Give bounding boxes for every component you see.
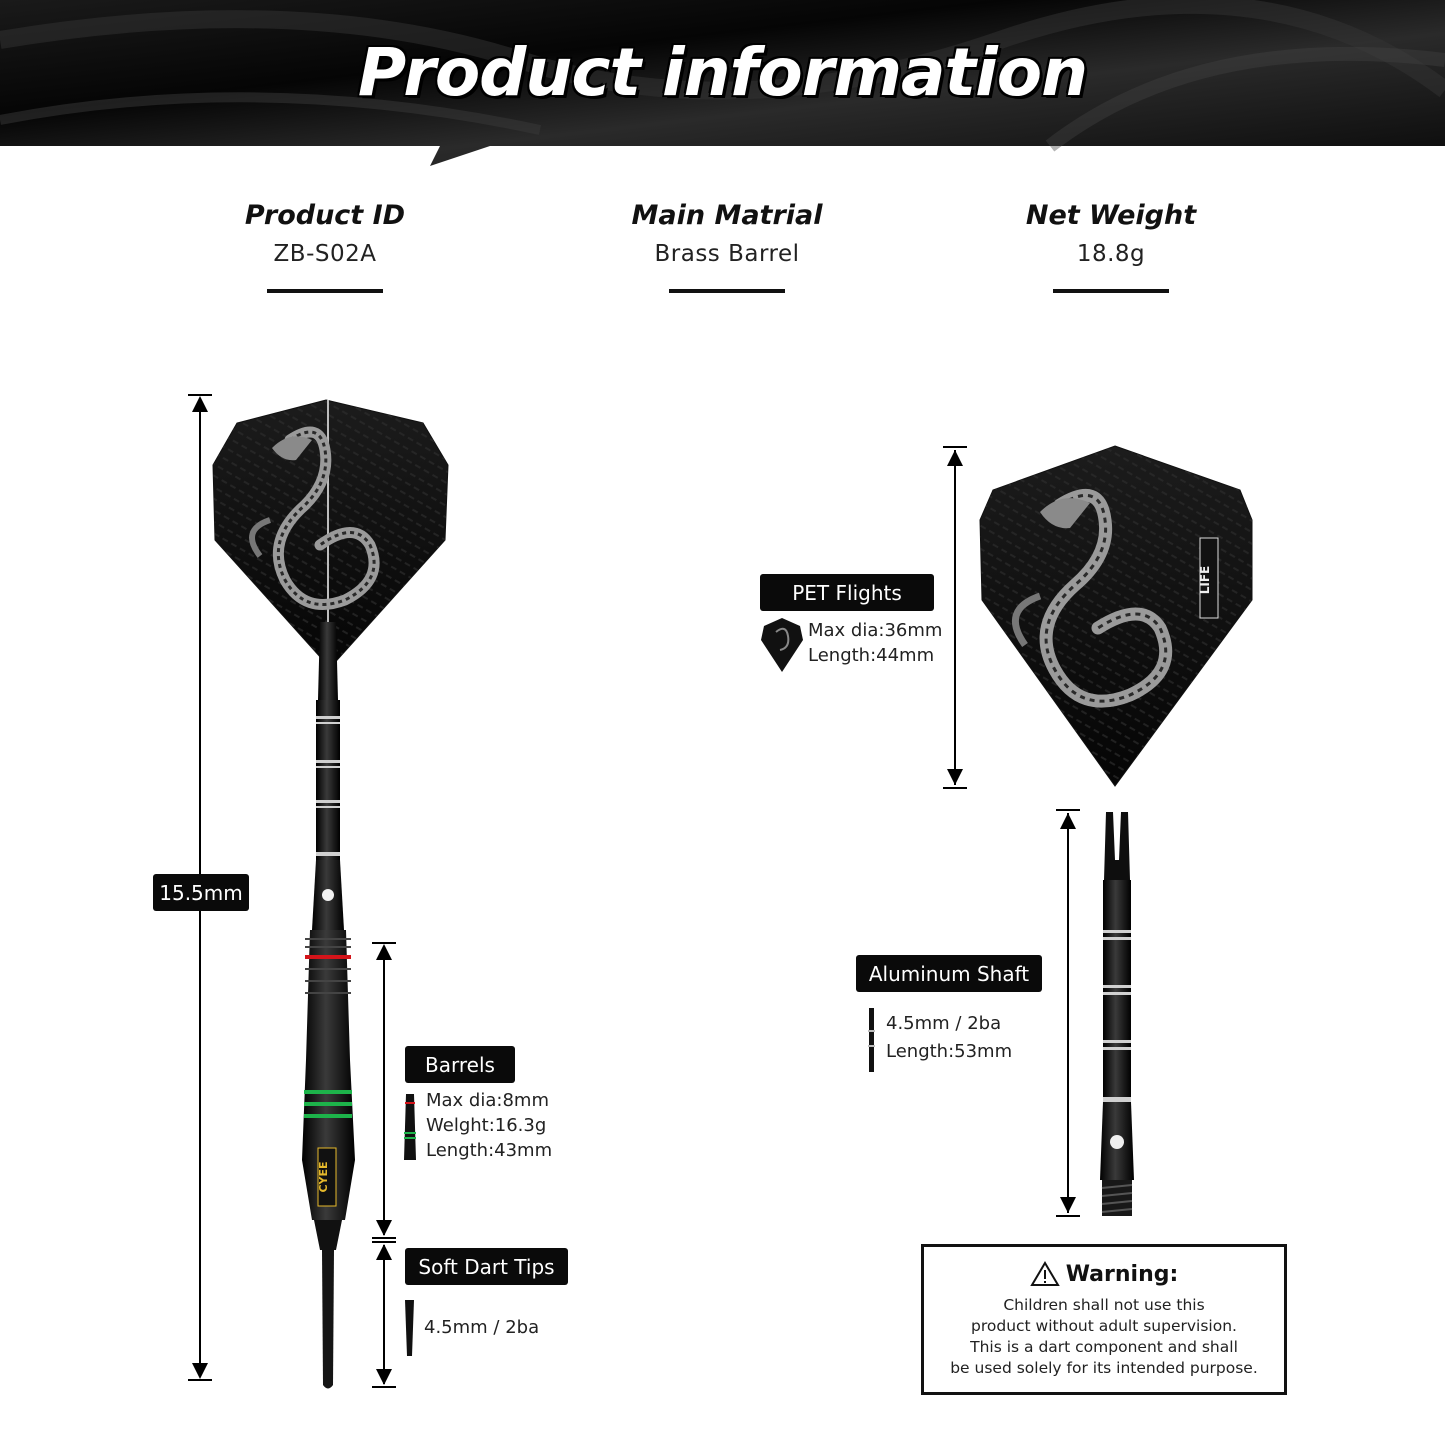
soft-dart-tips-tag: Soft Dart Tips <box>405 1248 568 1285</box>
tip-dimension <box>372 1242 396 1387</box>
page-title: Product information <box>357 34 1088 111</box>
pet-flight-icon <box>761 618 803 672</box>
pet-flights-length: Length:44mm <box>808 645 935 666</box>
barrel-logo: CYEE <box>317 1161 330 1193</box>
aluminum-shaft-tag: Aluminum Shaft <box>856 955 1042 992</box>
warning-line: product without adult supervision. <box>971 1317 1237 1335</box>
warning-line: This is a dart component and shall <box>970 1338 1238 1356</box>
right-flight <box>980 446 1252 786</box>
spec-value: ZB-S02A <box>273 241 377 267</box>
spec-value: Brass Barrel <box>654 241 800 267</box>
pet-flights-max-dia: Max dia:36mm <box>808 620 943 641</box>
shaft-length: Length:53mm <box>886 1041 1013 1062</box>
barrels-max-dia: Max dia:8mm <box>426 1090 549 1111</box>
spec-label: Main Matrial <box>631 200 823 231</box>
barrels-weight: Welght:16.3g <box>426 1115 547 1136</box>
shaft-dimension <box>1056 810 1080 1216</box>
right-shaft <box>1100 812 1134 1216</box>
aluminum-shaft-info <box>886 1010 1012 1066</box>
warning-icon <box>1030 1261 1060 1287</box>
barrels-length: Length:43mm <box>426 1140 553 1161</box>
left-shaft <box>312 622 344 930</box>
left-tip <box>314 1220 342 1389</box>
barrels-tag: Barrels <box>405 1046 515 1083</box>
flight-dimension <box>943 447 967 788</box>
warning-text <box>924 1295 1284 1379</box>
shaft-size: 4.5mm / 2ba <box>886 1013 1002 1034</box>
spec-value: 18.8g <box>1076 241 1146 267</box>
barrel-dimension <box>372 943 396 1238</box>
spec-label: Product ID <box>244 200 406 231</box>
spec-label: Net Weight <box>1025 200 1197 231</box>
warning-title: Warning: <box>1065 1261 1179 1287</box>
total-length-tag: 15.5mm <box>153 874 249 911</box>
flight-logo: LIFE <box>1198 565 1212 595</box>
soft-dart-tips-size: 4.5mm / 2ba <box>424 1317 540 1338</box>
tip-icon <box>405 1300 414 1356</box>
warning-box <box>921 1244 1287 1395</box>
barrels-info <box>426 1088 552 1163</box>
warning-line: be used solely for its intended purpose. <box>950 1359 1258 1377</box>
pet-flights-tag: PET Flights <box>760 574 934 611</box>
left-barrel <box>302 930 355 1220</box>
warning-line: Children shall not use this <box>1003 1296 1205 1314</box>
warning-title-row <box>924 1261 1284 1287</box>
barrel-icon <box>404 1094 416 1160</box>
pet-flights-info <box>808 618 942 668</box>
shaft-icon <box>868 1008 875 1072</box>
